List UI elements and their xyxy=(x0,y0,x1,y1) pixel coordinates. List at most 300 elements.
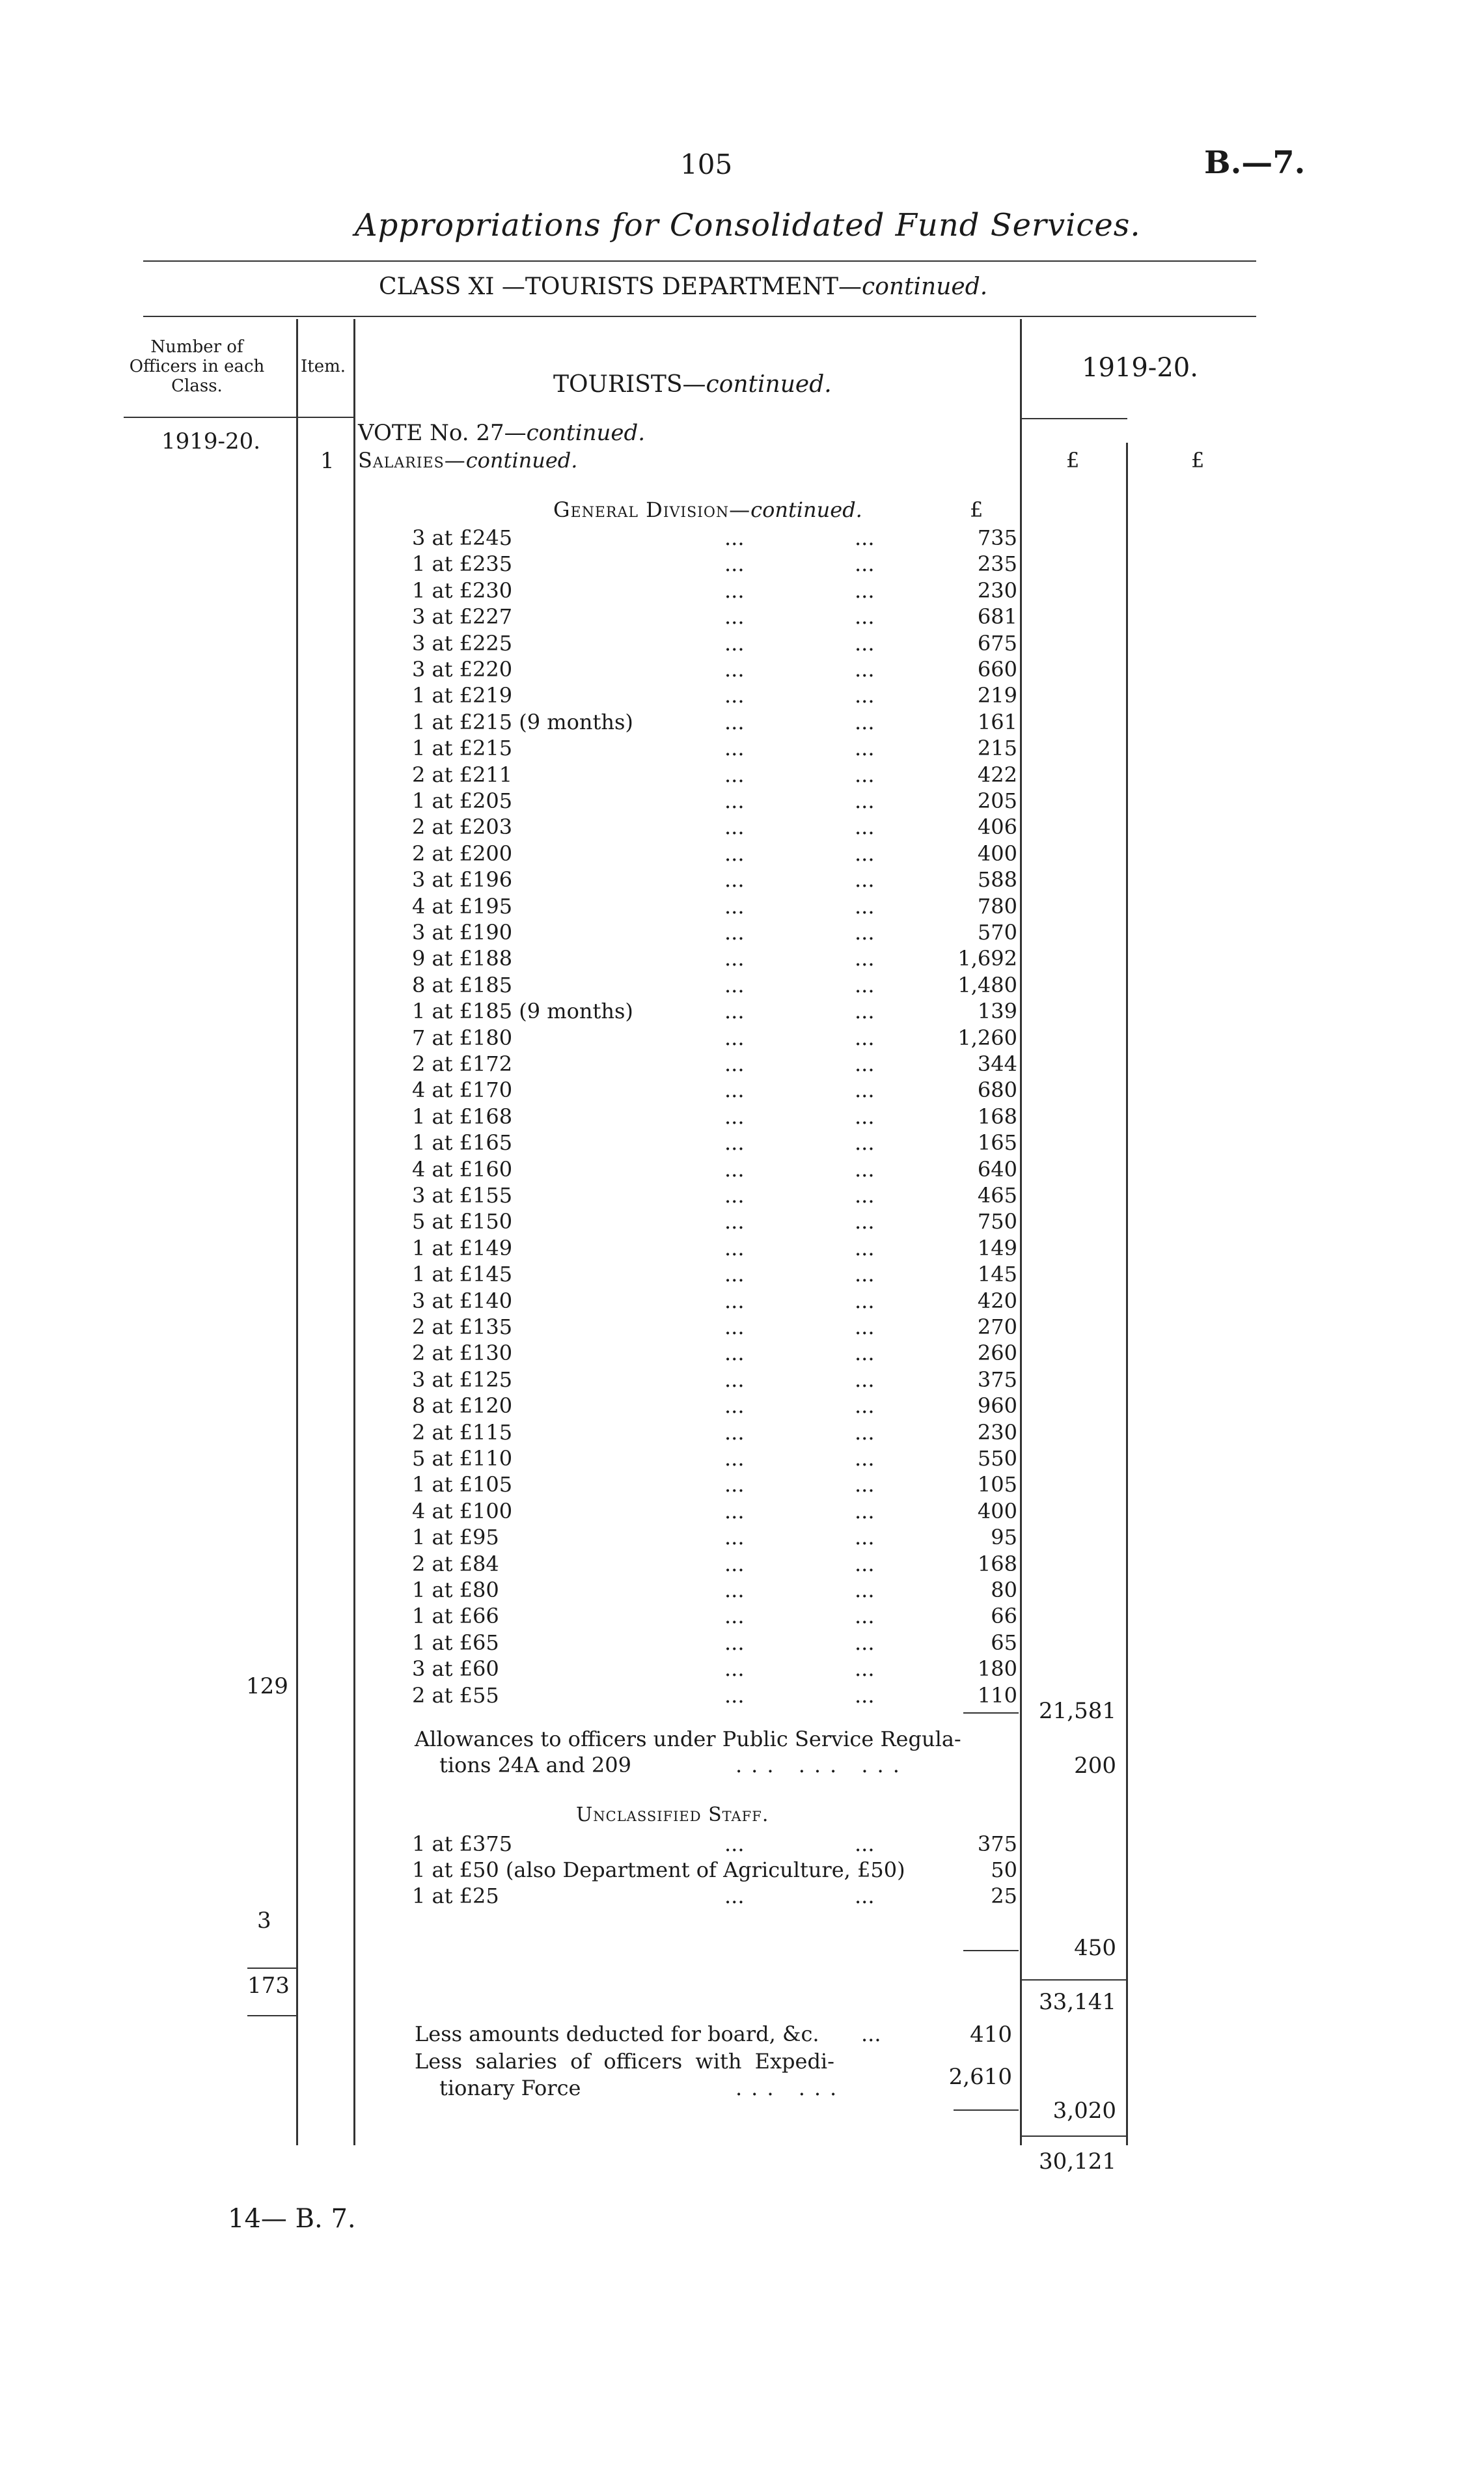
leader-dots: ... xyxy=(724,788,745,813)
pound-sign-detail-column: £ xyxy=(970,497,983,522)
row-label: 4 at £100 xyxy=(412,1498,513,1523)
row-amount: 570 xyxy=(977,920,1017,945)
leader-dots: ... xyxy=(724,972,745,997)
row-label: 1 at £25 xyxy=(412,1884,499,1908)
leader-dots: ... xyxy=(855,1288,875,1313)
leader-dots: ... xyxy=(724,1156,745,1182)
leader-dots: ... xyxy=(855,1525,875,1550)
ledger-row xyxy=(412,1025,1017,1051)
row-amount: 168 xyxy=(977,1104,1017,1129)
row-label: 1 at £215 (9 months) xyxy=(412,709,633,734)
section-header-main: TOURISTS— xyxy=(553,371,706,398)
leader-dots: ... xyxy=(724,893,745,919)
leader-dots: ... xyxy=(724,1525,745,1550)
leader-dots: ... xyxy=(855,1498,875,1523)
less-salaries-line-1: Less salaries of officers with Expedi- xyxy=(415,2049,834,2074)
ledger-row xyxy=(412,604,1017,630)
item-column-header: Item. xyxy=(301,357,346,376)
ledger-row xyxy=(412,1630,1017,1656)
ledger-row xyxy=(412,1603,1017,1629)
row-amount: 400 xyxy=(977,1498,1017,1523)
row-amount: 344 xyxy=(977,1051,1017,1076)
row-label: 4 at £195 xyxy=(412,893,513,919)
section-header-suffix: continued. xyxy=(706,371,832,398)
leader-dots: ... xyxy=(855,1656,875,1682)
row-label: 7 at £180 xyxy=(412,1025,513,1050)
vote-line-main: VOTE No. 27— xyxy=(358,420,527,446)
leader-dots: ... xyxy=(724,762,745,787)
row-label: 8 at £120 xyxy=(412,1393,513,1419)
row-label: 1 at £235 xyxy=(412,551,513,577)
ledger-row xyxy=(412,1419,1017,1445)
ledger-row xyxy=(412,682,1017,708)
row-amount: 400 xyxy=(977,841,1017,866)
item-number: 1 xyxy=(320,448,335,474)
leader-dots: ... xyxy=(724,525,745,550)
leader-dots: ... xyxy=(855,1078,875,1103)
leader-dots: ... xyxy=(724,1630,745,1655)
row-label: 2 at £135 xyxy=(412,1315,513,1339)
row-amount: 465 xyxy=(977,1183,1017,1208)
leader-dots: ... xyxy=(724,1078,745,1103)
general-division-sum-rule xyxy=(963,1712,1019,1714)
ledger-row xyxy=(412,1551,1017,1577)
leader-dots: ... xyxy=(724,1051,745,1076)
row-amount: 180 xyxy=(977,1656,1017,1682)
ledger-row xyxy=(412,1104,1017,1130)
row-amount: 66 xyxy=(991,1604,1017,1629)
gross-total: 33,141 xyxy=(1039,1989,1116,2015)
leader-dots: ... xyxy=(855,630,875,656)
leader-dots: ... xyxy=(855,1025,875,1050)
row-label: 1 at £149 xyxy=(412,1235,513,1260)
year-header-rule xyxy=(1020,418,1127,419)
row-amount: 165 xyxy=(977,1130,1017,1156)
ledger-row xyxy=(412,525,1017,551)
ledger-row xyxy=(412,762,1017,788)
officers-column-header: Number of Officers in each Class. xyxy=(129,337,265,396)
row-label: 2 at £203 xyxy=(412,814,513,840)
ledger-row xyxy=(412,735,1017,761)
leader-dots: ... xyxy=(724,604,745,630)
general-division-heading-main: General Division— xyxy=(553,497,751,522)
row-amount: 680 xyxy=(977,1078,1017,1103)
ledger-row xyxy=(412,1314,1017,1340)
ledger-row xyxy=(412,1235,1017,1261)
ledger-row xyxy=(412,972,1017,998)
ledger-row xyxy=(412,1524,1017,1550)
ledger-row xyxy=(412,630,1017,656)
row-amount: 110 xyxy=(977,1682,1017,1708)
general-division-officers-count: 129 xyxy=(246,1673,288,1699)
ledger-row xyxy=(412,814,1017,840)
row-label: 1 at £145 xyxy=(412,1262,513,1287)
section-header xyxy=(553,371,832,398)
ledger-row xyxy=(412,1577,1017,1603)
row-label: 4 at £160 xyxy=(412,1156,513,1182)
leader-dots: ... xyxy=(855,604,875,630)
row-label: 1 at £375 xyxy=(412,1831,513,1856)
leader-dots: ... xyxy=(724,1025,745,1050)
row-label: 2 at £172 xyxy=(412,1051,513,1076)
row-amount: 681 xyxy=(977,604,1017,630)
ledger-row xyxy=(412,1682,1017,1708)
leader-dots: ... xyxy=(855,972,875,997)
amount-column-right-line xyxy=(1126,443,1128,2145)
row-label: 5 at £110 xyxy=(412,1446,513,1471)
leader-dots: ... xyxy=(724,709,745,734)
row-amount: 25 xyxy=(991,1884,1017,1908)
leader-dots: ... xyxy=(855,1051,875,1076)
class-title-main: CLASS XI —TOURISTS DEPARTMENT— xyxy=(379,273,862,300)
ledger-row xyxy=(412,1130,1017,1156)
allowances-leader: ... ... ... xyxy=(735,1753,909,1777)
ledger-row xyxy=(412,1077,1017,1103)
ledger-row xyxy=(412,841,1017,867)
class-rule xyxy=(143,316,1256,317)
row-label: 3 at £227 xyxy=(412,604,513,630)
row-label: 1 at £66 xyxy=(412,1604,499,1629)
leader-dots: ... xyxy=(855,946,875,971)
leader-dots: ... xyxy=(855,1604,875,1629)
leader-dots: ... xyxy=(724,841,745,866)
leader-dots: ... xyxy=(724,1831,745,1856)
leader-dots: ... xyxy=(855,814,875,840)
document-ref: B.—7. xyxy=(1204,145,1306,181)
less-board-label: Less amounts deducted for board, &c. xyxy=(415,2022,819,2046)
general-division-heading xyxy=(553,497,862,522)
header-rule xyxy=(143,260,1256,262)
ledger-row xyxy=(412,1471,1017,1497)
leader-dots: ... xyxy=(724,1235,745,1260)
row-amount: 149 xyxy=(977,1235,1017,1260)
leader-dots: ... xyxy=(855,736,875,761)
leader-dots: ... xyxy=(724,1209,745,1234)
ledger-row xyxy=(412,1340,1017,1366)
pound-sign-outer-column: £ xyxy=(1191,448,1205,473)
row-label: 1 at £219 xyxy=(412,683,513,708)
salaries-line-main: Salaries— xyxy=(358,448,466,473)
leader-dots: ... xyxy=(855,788,875,813)
row-label: 1 at £95 xyxy=(412,1525,499,1550)
ledger-row xyxy=(412,656,1017,682)
leader-dots: ... xyxy=(855,551,875,577)
row-label: 3 at £190 xyxy=(412,920,513,945)
leader-dots: ... xyxy=(724,1130,745,1156)
class-title xyxy=(379,273,987,300)
leader-dots: ... xyxy=(724,683,745,708)
ledger-row xyxy=(412,1288,1017,1314)
leader-dots: ... xyxy=(724,1393,745,1419)
leader-dots: ... xyxy=(855,1472,875,1497)
footer-signature: 14— B. 7. xyxy=(228,2204,356,2234)
row-amount: 675 xyxy=(977,630,1017,656)
net-total: 30,121 xyxy=(1039,2149,1116,2175)
leader-dots: ... xyxy=(724,1104,745,1129)
row-label: 3 at £196 xyxy=(412,867,513,893)
row-label: 1 at £185 (9 months) xyxy=(412,999,633,1024)
leader-dots: ... xyxy=(855,1315,875,1339)
row-label: 3 at £125 xyxy=(412,1367,513,1392)
ledger-row xyxy=(412,1367,1017,1393)
leader-dots: ... xyxy=(855,1578,875,1602)
row-amount: 1,692 xyxy=(957,946,1017,971)
row-amount: 640 xyxy=(977,1156,1017,1182)
row-label: 3 at £245 xyxy=(412,525,513,550)
row-amount: 422 xyxy=(977,762,1017,787)
ledger-row xyxy=(412,1656,1017,1682)
ledger-row xyxy=(412,1208,1017,1234)
ledger-row xyxy=(412,1051,1017,1077)
ledger-row xyxy=(412,1831,1017,1857)
vote-line xyxy=(358,420,645,446)
row-label: 1 at £65 xyxy=(412,1630,499,1655)
leader-dots: ... xyxy=(855,1682,875,1708)
leader-dots: ... xyxy=(855,1831,875,1856)
row-amount: 960 xyxy=(977,1393,1017,1419)
leader-dots: ... xyxy=(724,1315,745,1339)
officers-sum-rule-bottom xyxy=(247,2015,296,2016)
leader-dots: ... xyxy=(724,1419,745,1445)
row-amount: 105 xyxy=(977,1472,1017,1497)
row-amount: 780 xyxy=(977,893,1017,919)
row-amount: 205 xyxy=(977,788,1017,813)
row-amount: 1,260 xyxy=(957,1025,1017,1050)
leader-dots: ... xyxy=(724,657,745,682)
row-label: 2 at £115 xyxy=(412,1419,513,1445)
leader-dots: ... xyxy=(724,1367,745,1392)
allowances-amount: 200 xyxy=(1074,1753,1116,1779)
ledger-row xyxy=(412,1182,1017,1208)
pound-sign-total-column: £ xyxy=(1066,448,1080,473)
leader-dots: ... xyxy=(855,1104,875,1129)
leader-dots: ... xyxy=(855,1446,875,1471)
leader-dots: ... xyxy=(855,525,875,550)
leader-dots: ... xyxy=(724,999,745,1024)
row-amount: 660 xyxy=(977,657,1017,682)
ledger-row xyxy=(412,1261,1017,1287)
unclassified-subtotal: 450 xyxy=(1074,1935,1116,1961)
ledger-row xyxy=(412,709,1017,735)
less-salaries-leader: ... ... xyxy=(735,2076,846,2100)
class-title-suffix: continued. xyxy=(862,273,988,300)
leader-dots: ... xyxy=(855,1156,875,1182)
leader-dots: ... xyxy=(724,867,745,893)
row-amount: 1,480 xyxy=(957,972,1017,997)
leader-dots: ... xyxy=(724,1604,745,1629)
row-label: 1 at £205 xyxy=(412,788,513,813)
leader-dots: ... xyxy=(855,893,875,919)
ledger-row xyxy=(412,1393,1017,1419)
row-label: 5 at £150 xyxy=(412,1209,513,1234)
year-left-label: 1919-20. xyxy=(161,428,261,454)
row-label: 8 at £185 xyxy=(412,972,513,997)
row-label: 2 at £84 xyxy=(412,1551,499,1576)
ledger-row xyxy=(412,1156,1017,1182)
ledger-row xyxy=(412,1857,1017,1883)
row-label: 1 at £80 xyxy=(412,1578,499,1602)
row-label: 2 at £55 xyxy=(412,1682,499,1708)
row-amount: 750 xyxy=(977,1209,1017,1234)
item-column-right-line xyxy=(353,319,355,2145)
officers-header-rule xyxy=(124,417,298,418)
ledger-row xyxy=(412,998,1017,1024)
officers-sum-rule-top xyxy=(247,1968,296,1969)
less-board-leader: ... xyxy=(861,2022,881,2046)
row-label: 9 at £188 xyxy=(412,946,513,971)
row-label: 1 at £105 xyxy=(412,1472,513,1497)
leader-dots: ... xyxy=(855,709,875,734)
row-label: 2 at £200 xyxy=(412,841,513,866)
page-title: Appropriations for Consolidated Fund Services. xyxy=(355,207,1141,243)
leader-dots: ... xyxy=(855,1884,875,1908)
allowances-line-2: tions 24A and 209 xyxy=(439,1753,631,1777)
leader-dots: ... xyxy=(724,1288,745,1313)
salaries-line-suffix: continued. xyxy=(465,448,578,473)
unclassified-sum-rule xyxy=(963,1950,1019,1951)
leader-dots: ... xyxy=(855,1551,875,1576)
page-number: 105 xyxy=(680,148,733,180)
text-column-right-line xyxy=(1020,319,1022,2145)
row-label: 3 at £220 xyxy=(412,657,513,682)
leader-dots: ... xyxy=(855,1235,875,1260)
row-label: 2 at £130 xyxy=(412,1341,513,1366)
row-label: 2 at £211 xyxy=(412,762,513,787)
row-label: 1 at £168 xyxy=(412,1104,513,1129)
row-amount: 161 xyxy=(977,709,1017,734)
net-rule xyxy=(1022,2135,1126,2137)
leader-dots: ... xyxy=(855,999,875,1024)
row-label: 3 at £60 xyxy=(412,1656,499,1682)
row-amount: 420 xyxy=(977,1288,1017,1313)
gross-rule xyxy=(1022,1979,1126,1981)
leader-dots: ... xyxy=(855,1419,875,1445)
deductions-total: 3,020 xyxy=(1052,2098,1116,2124)
leader-dots: ... xyxy=(855,1393,875,1419)
row-amount: 230 xyxy=(977,1419,1017,1445)
row-label: 4 at £170 xyxy=(412,1078,513,1103)
ledger-row xyxy=(412,1498,1017,1524)
leader-dots: ... xyxy=(724,946,745,971)
row-amount: 215 xyxy=(977,736,1017,761)
leader-dots: ... xyxy=(724,1183,745,1208)
leader-dots: ... xyxy=(855,1341,875,1366)
leader-dots: ... xyxy=(855,920,875,945)
row-amount: 406 xyxy=(977,814,1017,840)
row-amount: 145 xyxy=(977,1262,1017,1287)
leader-dots: ... xyxy=(855,1367,875,1392)
leader-dots: ... xyxy=(724,1578,745,1602)
ledger-row xyxy=(412,945,1017,971)
general-division-subtotal: 21,581 xyxy=(1039,1698,1116,1724)
row-amount: 375 xyxy=(977,1831,1017,1856)
leader-dots: ... xyxy=(724,1551,745,1576)
row-amount: 168 xyxy=(977,1551,1017,1576)
row-amount: 260 xyxy=(977,1341,1017,1366)
ledger-row xyxy=(412,1883,1017,1909)
ledger-row xyxy=(412,919,1017,945)
row-amount: 95 xyxy=(991,1525,1017,1550)
ledger-row xyxy=(412,867,1017,893)
item-header-rule xyxy=(298,417,355,418)
ledger-row xyxy=(412,1445,1017,1471)
deductions-sum-rule xyxy=(954,2109,1019,2111)
allowances-line-1: Allowances to officers under Public Service Regula- xyxy=(415,1727,961,1751)
row-label: 1 at £215 xyxy=(412,736,513,761)
leader-dots: ... xyxy=(724,1656,745,1682)
leader-dots: ... xyxy=(724,1498,745,1523)
leader-dots: ... xyxy=(724,1884,745,1908)
leader-dots: ... xyxy=(724,1446,745,1471)
row-label: 3 at £155 xyxy=(412,1183,513,1208)
leader-dots: ... xyxy=(724,814,745,840)
leader-dots: ... xyxy=(855,683,875,708)
unclassified-heading: Unclassified Staff. xyxy=(576,1803,769,1826)
leader-dots: ... xyxy=(855,1209,875,1234)
row-amount: 550 xyxy=(977,1446,1017,1471)
leader-dots: ... xyxy=(855,762,875,787)
less-salaries-amount: 2,610 xyxy=(948,2064,1012,2090)
ledger-row xyxy=(412,893,1017,919)
leader-dots: ... xyxy=(855,867,875,893)
less-board-amount: 410 xyxy=(970,2022,1012,2048)
row-amount: 50 xyxy=(991,1857,1017,1882)
row-amount: 735 xyxy=(977,525,1017,550)
leader-dots: ... xyxy=(724,920,745,945)
row-label: 1 at £230 xyxy=(412,577,513,603)
leader-dots: ... xyxy=(855,841,875,866)
row-amount: 235 xyxy=(977,551,1017,577)
leader-dots: ... xyxy=(724,577,745,603)
ledger-row xyxy=(412,788,1017,814)
row-amount: 139 xyxy=(977,999,1017,1024)
leader-dots: ... xyxy=(724,1341,745,1366)
row-amount: 588 xyxy=(977,867,1017,893)
item-column-left-line xyxy=(296,319,298,2145)
row-amount: 219 xyxy=(977,683,1017,708)
leader-dots: ... xyxy=(724,1262,745,1287)
leader-dots: ... xyxy=(724,736,745,761)
leader-dots: ... xyxy=(724,1472,745,1497)
leader-dots: ... xyxy=(855,1130,875,1156)
year-right-header: 1919-20. xyxy=(1082,353,1198,383)
row-label: 3 at £140 xyxy=(412,1288,513,1313)
row-label: 1 at £50 (also Department of Agriculture, £50) xyxy=(412,1857,905,1882)
row-amount: 230 xyxy=(977,577,1017,603)
ledger-row xyxy=(412,577,1017,604)
officers-total: 173 xyxy=(247,1973,290,1999)
row-amount: 80 xyxy=(991,1578,1017,1602)
leader-dots: ... xyxy=(724,1682,745,1708)
leader-dots: ... xyxy=(855,1262,875,1287)
leader-dots: ... xyxy=(724,630,745,656)
row-label: 1 at £165 xyxy=(412,1130,513,1156)
ledger-row xyxy=(412,551,1017,577)
general-division-heading-suffix: continued. xyxy=(750,497,862,522)
leader-dots: ... xyxy=(724,551,745,577)
row-label: 3 at £225 xyxy=(412,630,513,656)
row-amount: 375 xyxy=(977,1367,1017,1392)
vote-line-suffix: continued. xyxy=(526,420,646,446)
leader-dots: ... xyxy=(855,1183,875,1208)
less-salaries-line-2: tionary Force xyxy=(439,2076,581,2100)
row-amount: 65 xyxy=(991,1630,1017,1655)
row-amount: 270 xyxy=(977,1315,1017,1339)
salaries-line xyxy=(358,448,577,473)
leader-dots: ... xyxy=(855,657,875,682)
leader-dots: ... xyxy=(855,577,875,603)
unclassified-officers-count: 3 xyxy=(257,1908,271,1934)
